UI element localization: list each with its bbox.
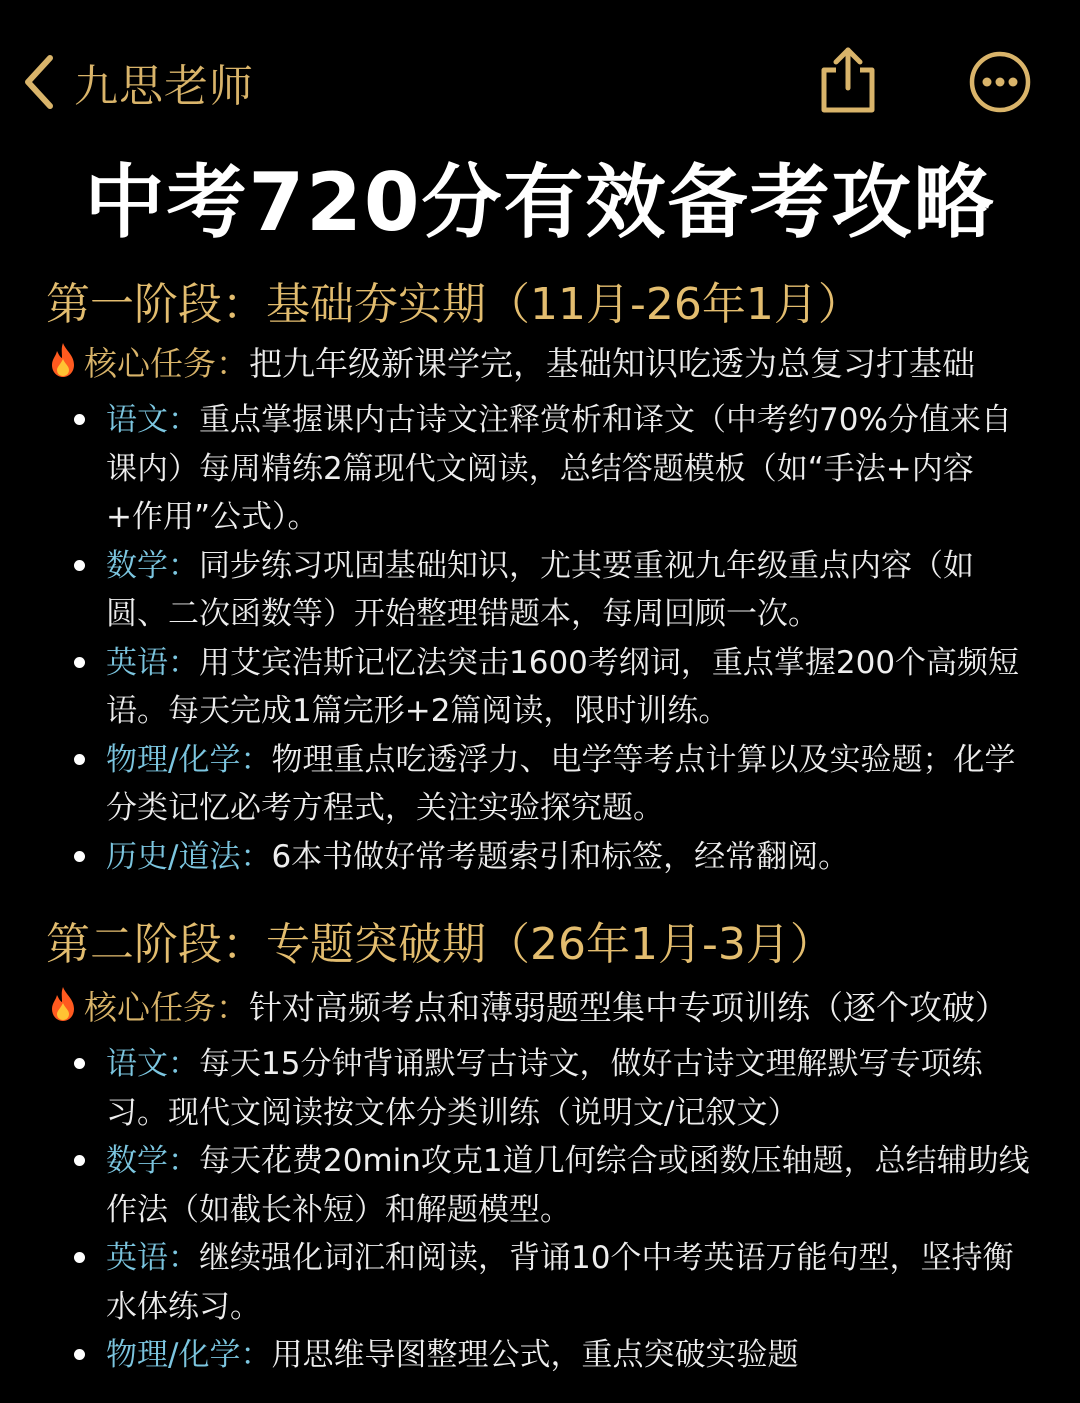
bullet — [74, 851, 85, 862]
list-item — [70, 1040, 1030, 1137]
stage-2-heading: 第二阶段：专题突破期（26年1月-3月） — [46, 919, 834, 970]
subject-label: 历史/道法： — [106, 838, 272, 875]
item-text: 每天花费20min攻克1道几何综合或函数压轴题，总结辅助线作法（如截长补短）和解题模型。 — [106, 1143, 1030, 1228]
subject-label: 物理/化学： — [106, 741, 272, 778]
fire-icon — [46, 985, 80, 1023]
subject-label: 英语： — [106, 1240, 199, 1276]
item-text: 6本书做好常考题索引和标签，经常翻阅。 — [271, 838, 850, 875]
share-button[interactable] — [816, 44, 880, 114]
item-text: 每天15分钟背诵默写古诗文，做好古诗文理解默写专项练习。现代文阅读按文体分类训练（说明文/记叙文） — [106, 1046, 983, 1131]
subject-label: 物理/化学： — [106, 1337, 272, 1373]
list-item — [70, 1234, 1030, 1331]
fire-icon — [46, 341, 80, 379]
subject-label: 数学： — [106, 547, 199, 584]
core-task-text: 把九年级新课学完，基础知识吃透为总复习打基础 — [249, 344, 975, 383]
bullet — [74, 1252, 85, 1263]
stage-1-heading: 第一阶段：基础夯实期（11月-26年1月） — [46, 279, 862, 330]
post-title: 中考720分有效备考攻略 — [84, 156, 996, 249]
list-item — [70, 1137, 1030, 1234]
author-name: 九思老师 — [74, 61, 254, 112]
back-button[interactable] — [22, 50, 254, 114]
subject-label: 语文： — [106, 1046, 199, 1082]
list-item — [70, 396, 1030, 542]
subject-label: 英语： — [106, 644, 199, 681]
stage-1-subject-list — [70, 396, 1030, 881]
item-text: 用艾宾浩斯记忆法突击1600考纲词，重点掌握200个高频短语。每天完成1篇完形+2篇阅读，限时训练。 — [106, 644, 1020, 729]
item-text: 重点掌握课内古诗文注释赏析和译文（中考约70%分值来自课内）每周精练2篇现代文阅读，总结答题模板（如“手法+内容+作用”公式）。 — [106, 402, 1012, 535]
list-item — [70, 736, 1030, 833]
bullet — [74, 1155, 85, 1166]
stage-2-subject-list — [70, 1040, 1030, 1380]
stage-2-core-task — [46, 982, 1008, 1029]
more-icon — [968, 50, 1032, 114]
bullet — [74, 414, 85, 425]
subject-label: 语文： — [106, 402, 199, 438]
list-item — [70, 639, 1030, 736]
bullet — [74, 657, 85, 668]
top-bar — [0, 0, 1080, 140]
list-item — [70, 542, 1030, 639]
bullet — [74, 754, 85, 765]
chevron-left-icon — [22, 54, 56, 110]
core-task-label: 核心任务： — [84, 344, 249, 383]
more-options-button[interactable] — [968, 50, 1032, 114]
stage-1-core-task — [46, 338, 975, 385]
item-text: 同步练习巩固基础知识，尤其要重视九年级重点内容（如圆、二次函数等）开始整理错题本，每周回顾一次。 — [106, 547, 974, 632]
subject-label: 数学： — [106, 1143, 199, 1179]
core-task-text: 针对高频考点和薄弱题型集中专项训练（逐个攻破） — [249, 988, 1008, 1027]
bullet — [74, 1349, 85, 1360]
item-text: 用思维导图整理公式，重点突破实验题 — [271, 1337, 799, 1373]
list-item — [70, 1331, 1030, 1380]
item-text: 物理重点吃透浮力、电学等考点计算以及实验题；化学分类记忆必考方程式，关注实验探究题。 — [106, 741, 1016, 826]
item-text: 继续强化词汇和阅读，背诵10个中考英语万能句型，坚持衡水体练习。 — [106, 1240, 1014, 1325]
core-task-label: 核心任务： — [84, 988, 249, 1027]
bullet — [74, 1058, 85, 1069]
bullet — [74, 560, 85, 571]
list-item — [70, 833, 1030, 882]
share-icon — [816, 44, 880, 114]
